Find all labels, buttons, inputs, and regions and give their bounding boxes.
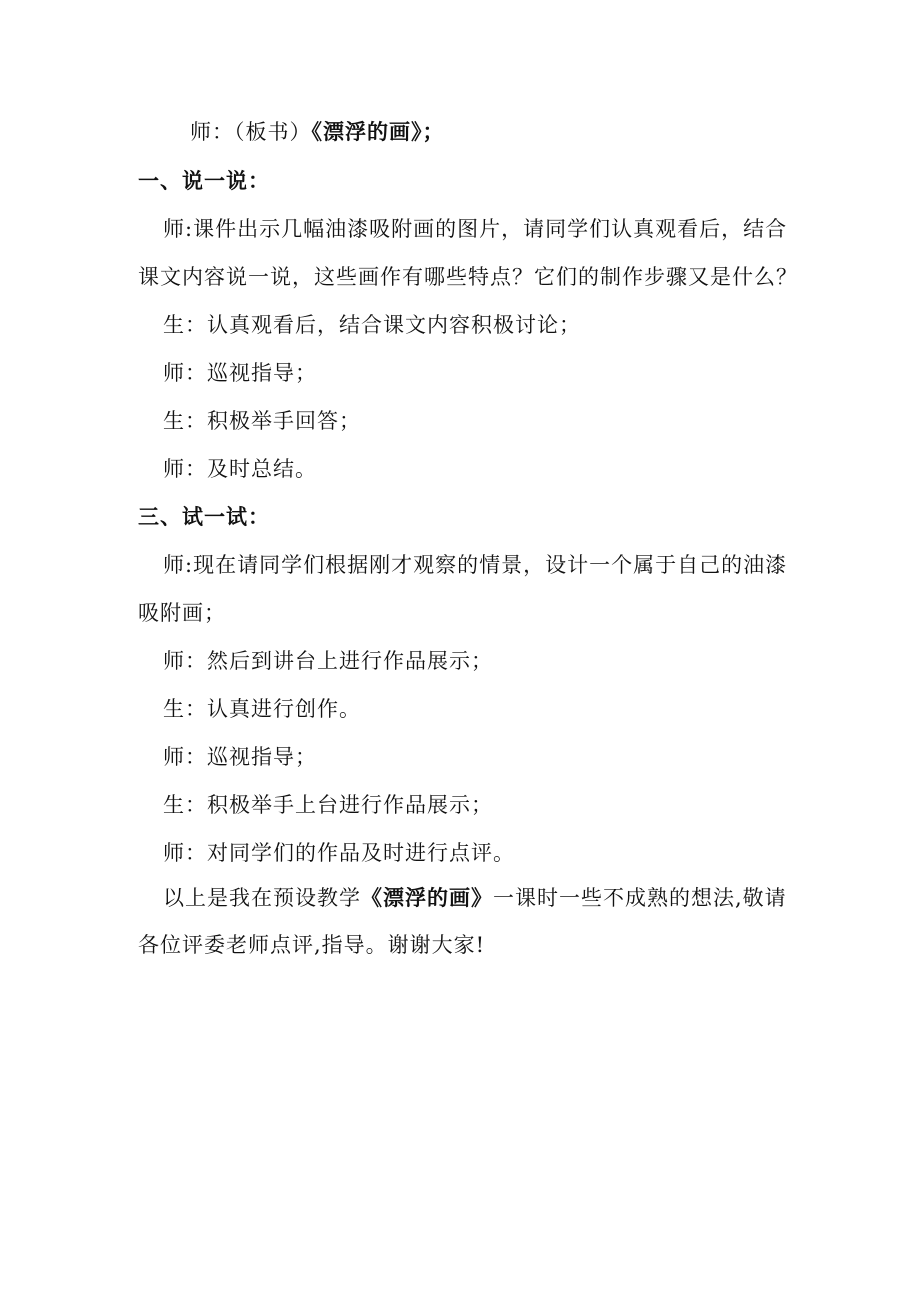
section-heading-discuss: 一、说一说： — [138, 168, 270, 193]
section-heading-try: 三、试一试： — [138, 504, 270, 529]
paragraph-line: 师：对同学们的作品及时进行点评。 — [163, 841, 515, 865]
paragraph-line: 师：然后到讲台上进行作品展示； — [163, 649, 493, 673]
paragraph-line: 师：巡视指导； — [163, 745, 317, 769]
paragraph-line: 师：及时总结。 — [163, 457, 317, 481]
paragraph-line: 生：积极举手回答； — [163, 409, 361, 433]
closing-suffix: 一课时一些不成熟的想法,敬请 — [493, 886, 787, 910]
closing-line-2: 各位评委老师点评,指导。谢谢大家! — [138, 933, 486, 957]
lesson-title: 《漂浮的画》； — [311, 119, 445, 144]
closing-lesson-title: 《漂浮的画》 — [361, 885, 493, 910]
paragraph-line: 师:现在请同学们根据刚才观察的情景，设计一个属于自己的油漆 — [163, 553, 788, 577]
board-writing-line — [190, 118, 445, 146]
paragraph-line: 生：认真进行创作。 — [163, 697, 361, 721]
paragraph-line: 师:课件出示几幅油漆吸附画的图片，请同学们认真观看后，结合 — [163, 217, 788, 241]
board-writing-prefix: 师：（板书） — [190, 120, 312, 144]
paragraph-line: 课文内容说一说，这些画作有哪些特点？它们的制作步骤又是什么？ — [138, 265, 798, 289]
closing-prefix: 以上是我在预设教学 — [163, 886, 361, 910]
paragraph-line: 吸附画； — [138, 601, 226, 625]
closing-line — [163, 884, 787, 912]
paragraph-line: 师：巡视指导； — [163, 361, 317, 385]
paragraph-line: 生：认真观看后，结合课文内容积极讨论； — [163, 313, 581, 337]
paragraph-line: 生：积极举手上台进行作品展示； — [163, 793, 493, 817]
